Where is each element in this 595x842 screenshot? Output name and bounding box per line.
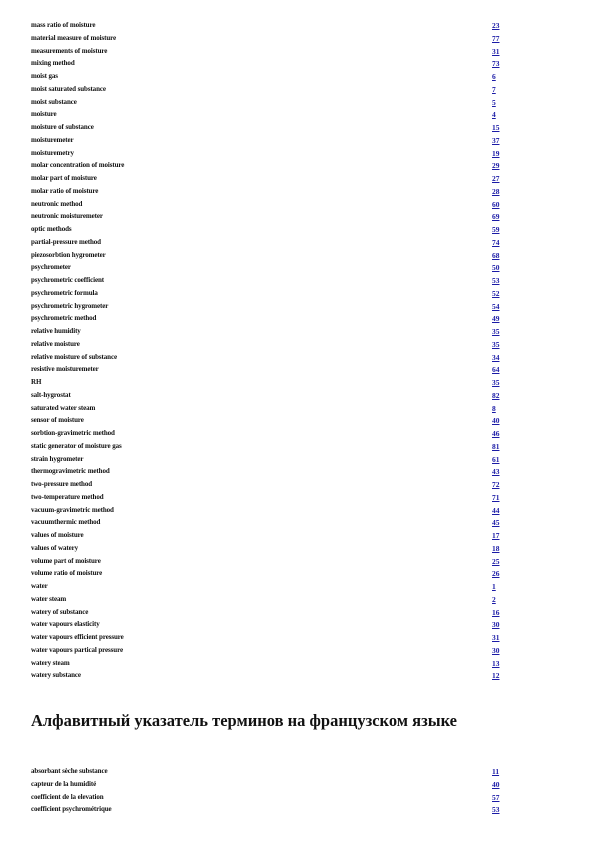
index-entry: [31, 428, 511, 441]
index-entry: [31, 766, 511, 779]
index-term: resistive moisturemeter: [31, 365, 99, 374]
index-entry: [31, 33, 511, 46]
page-link[interactable]: 27: [492, 174, 500, 183]
page-link[interactable]: 61: [492, 454, 500, 464]
index-entry: [31, 517, 511, 530]
index-entry: [31, 415, 511, 428]
index-entry: [31, 530, 511, 543]
index-entry: [31, 97, 511, 110]
index-term: molar part of moisture: [31, 174, 97, 182]
index-term: relative moisture: [31, 339, 80, 348]
index-term: coefficient psychrométrique: [31, 805, 112, 814]
index-entry: [31, 224, 511, 237]
index-entry: [31, 199, 511, 212]
page-link[interactable]: 45: [492, 518, 500, 528]
index-entry: [31, 403, 511, 416]
page-link[interactable]: 5: [492, 97, 496, 107]
index-entry: [31, 339, 511, 352]
index-entry: [31, 556, 511, 569]
index-term: water: [31, 582, 48, 590]
page-link[interactable]: 64: [492, 365, 500, 375]
page-link[interactable]: 25: [492, 556, 500, 566]
index-entry: [31, 594, 511, 607]
index-entry: [31, 352, 511, 365]
page-link[interactable]: 18: [492, 543, 500, 553]
page-link[interactable]: 57: [492, 792, 500, 802]
index-term: optic methods: [31, 225, 72, 233]
page-link[interactable]: 60: [492, 199, 500, 209]
index-entry: [31, 71, 511, 84]
index-term: thermogravimetric method: [31, 467, 110, 476]
index-entry: [31, 454, 511, 467]
page-link[interactable]: 35: [492, 378, 500, 387]
page-link[interactable]: 30: [492, 645, 500, 655]
page-link[interactable]: 19: [492, 148, 500, 158]
page-link[interactable]: 16: [492, 607, 500, 617]
index-entry: [31, 122, 511, 135]
index-term: moist gas: [31, 72, 58, 80]
index-term: salt-hygrostat: [31, 390, 71, 399]
page-link[interactable]: 68: [492, 250, 500, 260]
index-term: watery steam: [31, 658, 70, 667]
page-link[interactable]: 15: [492, 123, 500, 132]
index-entry: [31, 58, 511, 71]
index-entry: [31, 441, 511, 454]
page-link[interactable]: 43: [492, 467, 500, 477]
page-link[interactable]: 44: [492, 505, 500, 515]
index-term: values of moisture: [31, 531, 84, 539]
index-term: two-pressure method: [31, 480, 93, 488]
index-entry: [31, 135, 511, 148]
index-term: RH: [31, 378, 42, 386]
index-entry: [31, 492, 511, 505]
page-link[interactable]: 35: [492, 327, 500, 336]
index-term: water vapours elasticity: [31, 620, 100, 629]
index-term: moisture: [31, 110, 57, 119]
index-entry: [31, 607, 511, 620]
page-link[interactable]: 53: [492, 805, 500, 815]
index-term: mixing method: [31, 59, 75, 68]
index-term: piezosorbtion hygrometer: [31, 250, 106, 259]
index-term: neutronic moisturemeter: [31, 212, 103, 221]
index-entry: [31, 581, 511, 594]
index-entry: [31, 479, 511, 492]
index-term: vacuum-gravimetric method: [31, 505, 114, 514]
page-link[interactable]: 26: [492, 569, 500, 579]
index-term: water vapours efficient pressure: [31, 633, 124, 641]
page-link[interactable]: 73: [492, 59, 500, 69]
page-link[interactable]: 7: [492, 84, 496, 94]
page-link[interactable]: 1: [492, 582, 496, 591]
page-link[interactable]: 71: [492, 492, 500, 502]
index-term: sorbtion-gravimetric method: [31, 429, 115, 437]
index-entry: [31, 250, 511, 263]
index-term: psychrometric coefficient: [31, 276, 104, 284]
index-term: moisturemeter: [31, 135, 74, 144]
index-term: mass ratio of moisture: [31, 21, 96, 29]
index-term: vacuumthermic method: [31, 518, 101, 527]
page-link[interactable]: 13: [492, 658, 500, 668]
index-entry: [31, 364, 511, 377]
index-entry: [31, 313, 511, 326]
page-link[interactable]: 54: [492, 301, 500, 311]
index-entry: [31, 262, 511, 275]
index-term: psychrometer: [31, 263, 71, 272]
page-link[interactable]: 50: [492, 263, 500, 273]
index-entry: [31, 160, 511, 173]
page-link[interactable]: 81: [492, 441, 500, 451]
page-link[interactable]: 31: [492, 633, 500, 642]
index-entry: [31, 804, 511, 817]
page-link[interactable]: 11: [492, 767, 500, 776]
page-link[interactable]: 77: [492, 33, 500, 43]
index-entry: [31, 237, 511, 250]
index-entry: [31, 173, 511, 186]
page-link[interactable]: 8: [492, 403, 496, 413]
index-entry: [31, 779, 511, 792]
page-link[interactable]: 69: [492, 212, 500, 222]
index-term: static generator of moisture gas: [31, 441, 122, 450]
page-link[interactable]: 31: [492, 46, 500, 56]
page-link[interactable]: 40: [492, 779, 500, 789]
index-term: water vapours partical pressure: [31, 645, 123, 654]
page-link[interactable]: 12: [492, 671, 500, 681]
page-link[interactable]: 35: [492, 339, 500, 349]
english-term-index: [31, 20, 511, 683]
index-term: material measure of moisture: [31, 33, 117, 42]
page-link[interactable]: 34: [492, 352, 500, 362]
index-entry: [31, 288, 511, 301]
index-entry: [31, 148, 511, 161]
page-link[interactable]: 29: [492, 161, 500, 171]
page-link[interactable]: 6: [492, 72, 496, 81]
page-link[interactable]: 46: [492, 429, 500, 438]
index-entry: [31, 377, 511, 390]
index-term: measurements of moisture: [31, 46, 108, 55]
page-link[interactable]: 74: [492, 237, 500, 247]
page-link[interactable]: 52: [492, 288, 500, 298]
page-link[interactable]: 28: [492, 186, 500, 196]
index-entry: [31, 326, 511, 339]
index-entry: [31, 301, 511, 314]
page-link[interactable]: 4: [492, 110, 496, 120]
index-term: sensor of moisture: [31, 416, 84, 425]
index-entry: [31, 632, 511, 645]
index-entry: [31, 505, 511, 518]
page-link[interactable]: 72: [492, 480, 500, 489]
index-entry: [31, 390, 511, 403]
index-term: relative moisture of substance: [31, 352, 117, 361]
index-entry: [31, 466, 511, 479]
index-term: absorbant sèche substance: [31, 767, 108, 775]
index-term: water steam: [31, 594, 67, 603]
index-entry: [31, 109, 511, 122]
page-link[interactable]: 23: [492, 21, 500, 30]
page-link[interactable]: 2: [492, 594, 496, 604]
index-entry: [31, 645, 511, 658]
index-term: psychrometric method: [31, 314, 97, 323]
index-term: watery of substance: [31, 607, 89, 616]
page-link[interactable]: 30: [492, 620, 500, 630]
index-entry: [31, 792, 511, 805]
index-term: watery substance: [31, 671, 81, 680]
index-term: saturated water steam: [31, 403, 96, 412]
index-entry: [31, 658, 511, 671]
french-index-heading: Алфавитный указатель терминов на французском языке: [31, 711, 458, 730]
index-term: moist saturated substance: [31, 84, 106, 93]
index-term: strain hygrometer: [31, 454, 84, 463]
index-term: moisture of substance: [31, 123, 94, 131]
page-link[interactable]: 40: [492, 416, 500, 426]
index-entry: [31, 186, 511, 199]
index-term: volume ratio of moisture: [31, 569, 103, 578]
page-link[interactable]: 17: [492, 531, 500, 540]
page-link[interactable]: 53: [492, 276, 500, 285]
index-entry: [31, 84, 511, 97]
page-link[interactable]: 82: [492, 390, 500, 400]
index-term: coefficient de la elevation: [31, 792, 104, 801]
index-term: volume part of moisture: [31, 556, 101, 565]
index-entry: [31, 46, 511, 59]
index-entry: [31, 211, 511, 224]
index-term: moist substance: [31, 97, 77, 106]
index-entry: [31, 543, 511, 556]
index-term: two-temperature method: [31, 492, 104, 501]
index-entry: [31, 275, 511, 288]
index-term: molar ratio of moisture: [31, 186, 99, 195]
index-entry: [31, 619, 511, 632]
index-term: values of watery: [31, 543, 79, 552]
index-term: relative humidity: [31, 327, 81, 335]
page-link[interactable]: 59: [492, 225, 500, 234]
index-term: neutronic method: [31, 199, 83, 208]
page-link[interactable]: 37: [492, 135, 500, 145]
index-entry: [31, 568, 511, 581]
page-link[interactable]: 49: [492, 314, 500, 324]
index-term: psychrometric hygrometer: [31, 301, 109, 310]
french-term-index: [31, 766, 511, 817]
index-entry: [31, 670, 511, 683]
index-term: capteur de la humidité: [31, 779, 97, 788]
index-term: molar concentration of moisture: [31, 161, 125, 170]
index-term: partial-pressure method: [31, 237, 101, 246]
index-term: psychrometric formula: [31, 288, 98, 297]
index-term: moisturemetry: [31, 148, 74, 157]
index-entry: [31, 20, 511, 33]
